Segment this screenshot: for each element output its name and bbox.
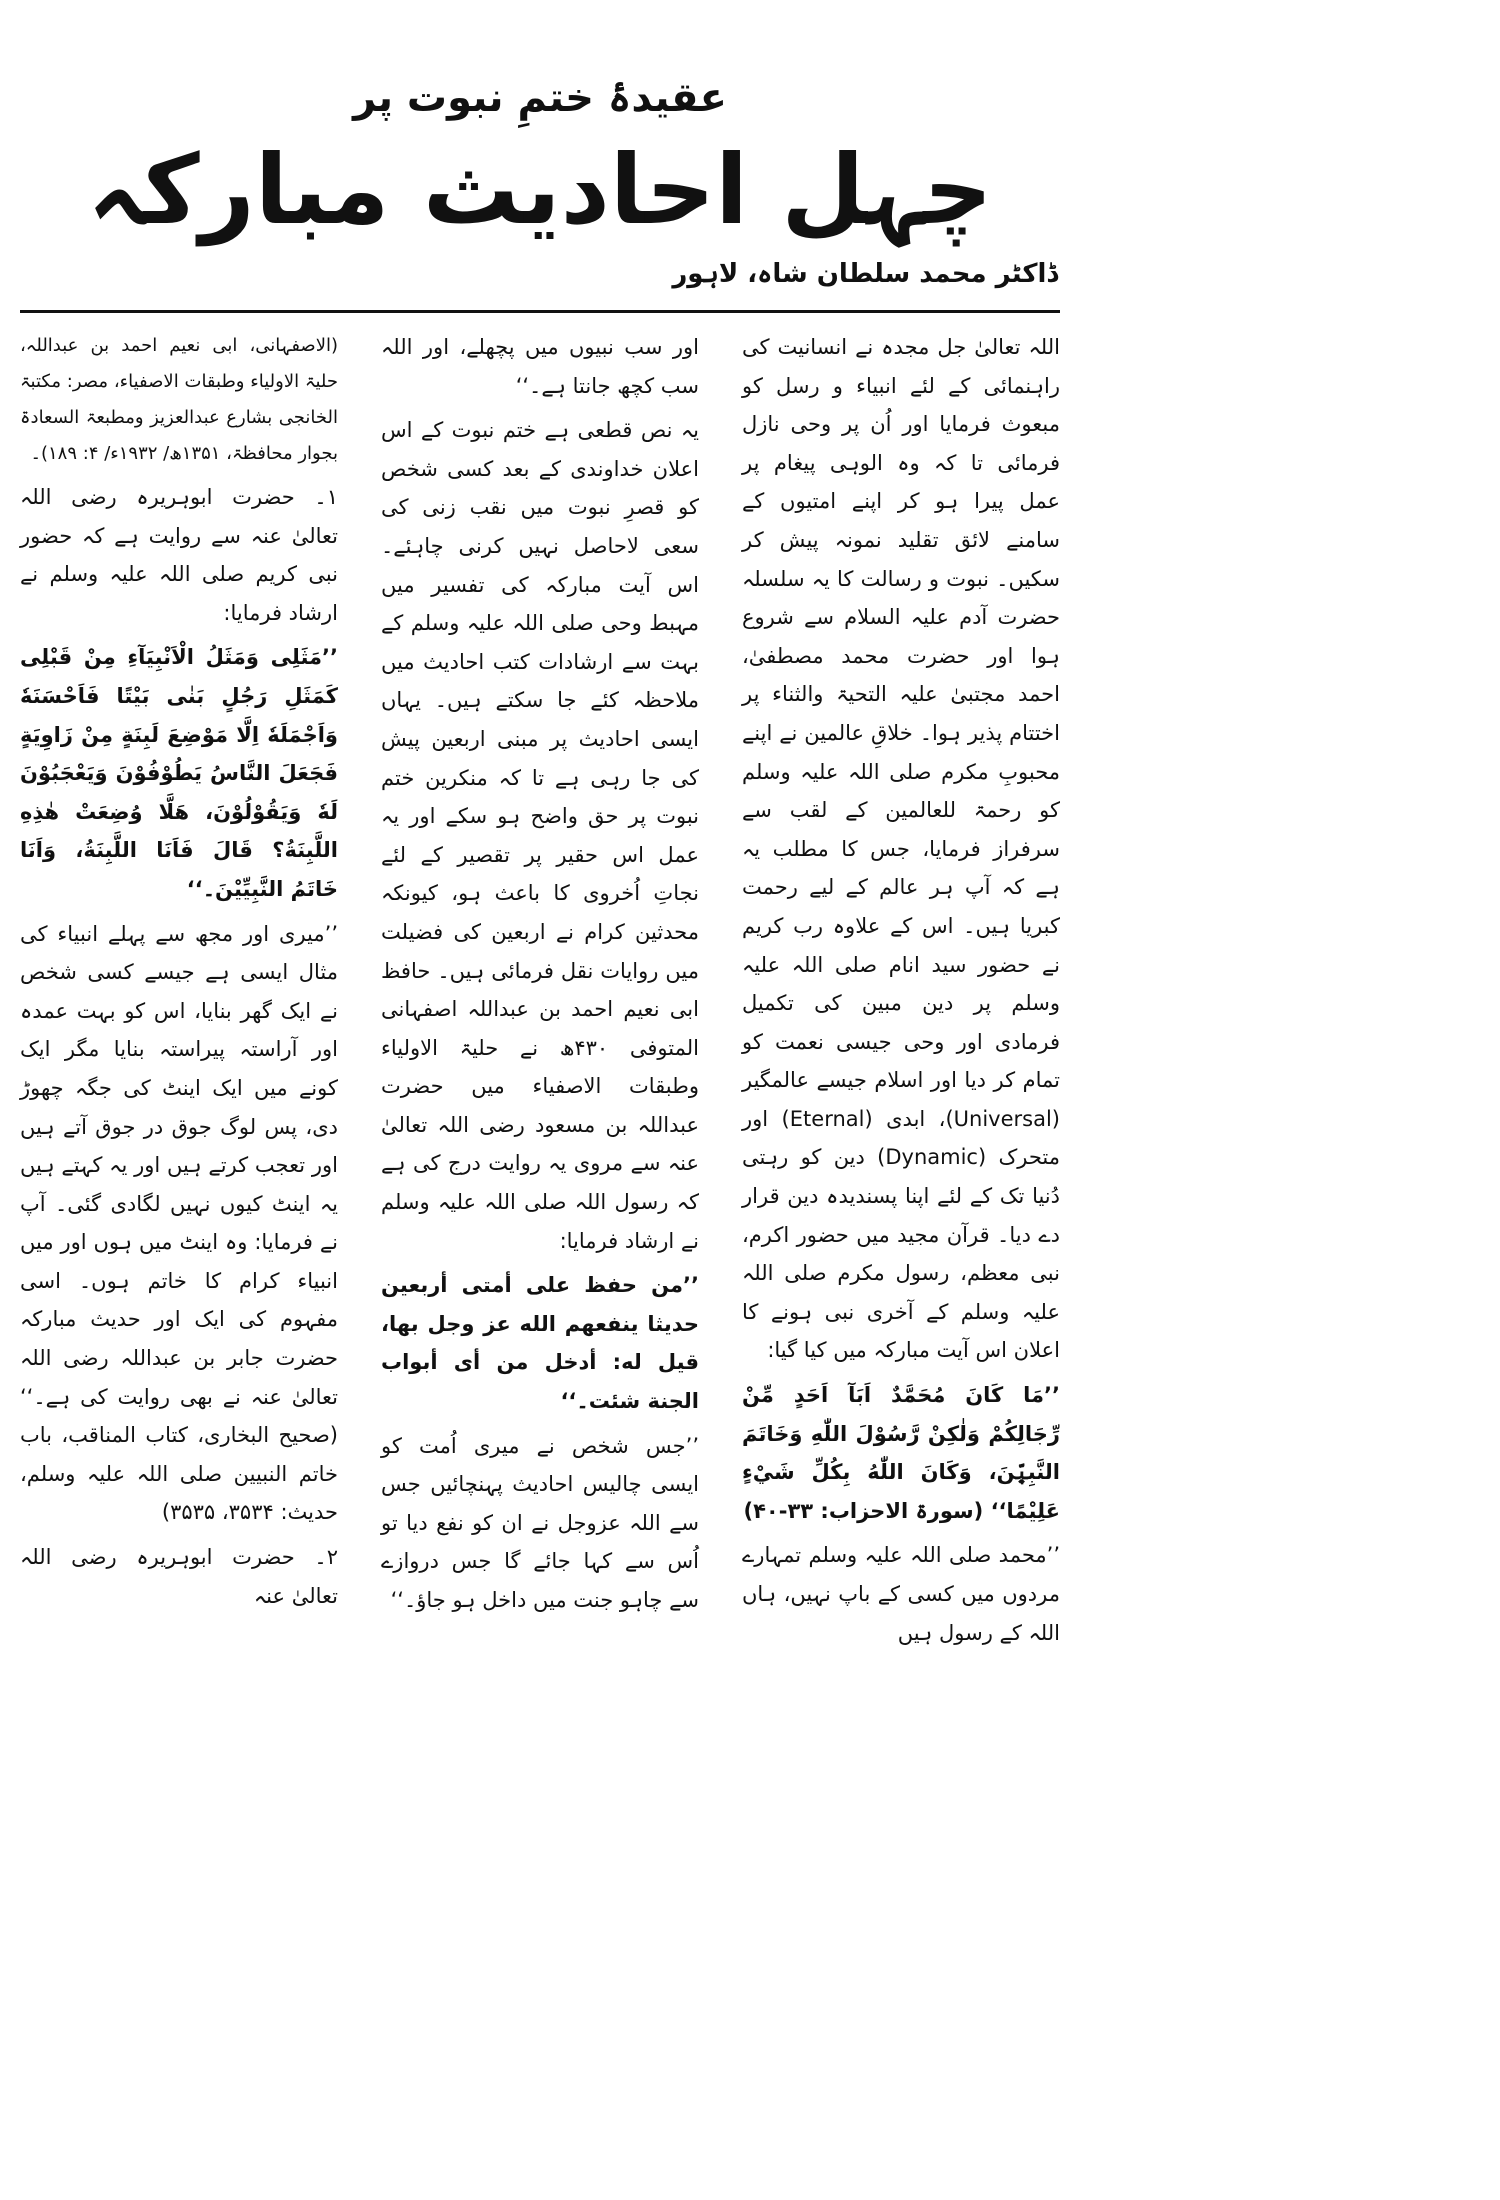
hadith-translation: ’’جس شخص نے میری اُمت کو ایسی چالیس احادیث پہنچائیں جس سے اللہ عزوجل نے ان کو نفع دیا تو اُس سے کہا جائے گا جس دروازے سے چاہو جنت میں داخل ہو جاؤ۔‘‘ (381, 1433, 699, 1612)
verse-translation: ’’محمد صلی اللہ علیہ وسلم تمہارے مردوں میں کسی کے باپ نہیں، ہاں اللہ کے رسول ہیں (742, 1543, 1060, 1645)
quran-verse: ’’مَا كَانَ مُحَمَّدٌ اَبَآ اَحَدٍ مِّنْ رِّجَالِكُمْ وَلٰكِنْ رَّسُوْلَ اللّٰهِ وَخَاتَمَ النَّبِيّٖنَ، وَكَانَ اللّٰهُ بِكُلِّ شَيْءٍ عَلِيْمًا‘‘ (سورۃ الاحزاب: ۳۳-۴۰) (742, 1383, 1060, 1523)
article-header (0, 0, 1080, 305)
article-title: چہل احادیث مبارکہ (87, 134, 993, 246)
article-columns (20, 328, 1060, 1645)
author-byline: ڈاکٹر محمد سلطان شاہ، لاہور (672, 259, 1058, 289)
column-right (742, 328, 1060, 1645)
translation-continued: اور سب نبیوں میں پچھلے، اور اللہ سب کچھ جانتا ہے۔‘‘ (381, 335, 699, 398)
paragraph-arbaeen: یہ نص قطعی ہے ختم نبوت کے اس اعلان خداوندی کے بعد کسی شخص کو قصرِ نبوت میں نقب زنی کی سعی لاحاصل نہیں کرنی چاہئے۔ اس آیت مبارکہ کی تفسیر میں مہبط وحی صلی اللہ علیہ وسلم کے بہت سے ارشادات کتب احادیث میں ملاحظہ کئے جا سکتے ہیں۔ یہاں ایسی احادیث پر مبنی اربعین پیش کی جا رہی ہے تا کہ منکرین ختم نبوت پر حق واضح ہو سکے اور یہ عمل اس حقیر پر تقصیر کے لئے نجاتِ اُخروی کا باعث ہو، کیونکہ محدثین کرام نے اربعین کی فضیلت میں روایات نقل فرمائی ہیں۔ حافظ ابی نعیم احمد بن عبداللہ اصفہانی المتوفی ۴۳۰ھ نے حلیۃ الاولیاء وطبقات الاصفیاء میں حضرت عبداللہ بن مسعود رضی اللہ تعالیٰ عنہ سے مروی یہ روایت درج کی ہے کہ رسول اللہ صلی اللہ علیہ وسلم نے ارشاد فرمایا: (381, 418, 699, 1253)
hadith-2-intro: ۲۔ حضرت ابوہریرہ رضی اللہ تعالیٰ عنہ (20, 1545, 338, 1608)
citation-reference: (الاصفہانی، ابی نعیم احمد بن عبداللہ، حلیۃ الاولیاء وطبقات الاصفیاء، مصر: مکتبۃ الخانجی بشارع عبدالعزیز ومطبعۃ السعادۃ بجوار محافظۃ، ۱۳۵۱ھ/ ۱۹۳۲ء/ ۴: ۱۸۹)۔ (20, 335, 338, 464)
hadith-1-intro: ۱۔ حضرت ابوہریرہ رضی اللہ تعالیٰ عنہ سے روایت ہے کہ حضور نبی کریم صلی اللہ علیہ وسلم نے ارشاد فرمایا: (20, 485, 338, 625)
hadith-1-translation: ’’میری اور مجھ سے پہلے انبیاء کی مثال ایسی ہے جیسے کسی شخص نے ایک گھر بنایا، اس کو بہت عمدہ اور آراستہ پیراستہ بنایا مگر ایک کونے میں ایک اینٹ کی جگہ چھوڑ دی، پس لوگ جوق در جوق آتے ہیں اور تعجب کرتے ہیں اور یہ کہتے ہیں یہ اینٹ کیوں نہیں لگادی گئی۔ آپ نے فرمایا: وہ اینٹ میں ہوں اور میں انبیاء کرام کا خاتم ہوں۔ اسی مفہوم کی ایک اور حدیث مبارکہ حضرت جابر بن عبداللہ رضی اللہ تعالیٰ عنہ نے بھی روایت کی ہے۔‘‘ (صحیح البخاری، کتاب المناقب، باب خاتم النبیین صلی اللہ علیہ وسلم، حدیث: ۳۵۳۴، ۳۵۳۵) (20, 921, 338, 1525)
hadith-1-arabic: ’’مَثَلِی وَمَثَلُ الْاَنْبِیَآءِ مِنْ قَبْلِی كَمَثَلِ رَجُلٍ بَنٰى بَيْتًا فَاَحْسَنَهٗ وَاَجْمَلَهٗ اِلَّا مَوْضِعَ لَبِنَةٍ مِنْ زَاوِیَةٍ فَجَعَلَ النَّاسُ یَطُوْفُوْنَ وَیَعْجَبُوْنَ لَهٗ وَیَقُوْلُوْنَ، هَلَّا وُضِعَتْ هٰذِهِ اللَّبِنَةُ؟ قَالَ فَاَنَا اللَّبِنَةُ، وَاَنَا خَاتَمُ النَّبِیِّیْنَ۔‘‘ (20, 645, 338, 901)
column-middle (381, 328, 699, 1612)
header-divider (20, 310, 1060, 313)
column-left (20, 328, 338, 1608)
article-kicker: عقیدۂ ختمِ نبوت پر (353, 75, 727, 121)
hadith-arabic: ’’من حفظ علی أمتی أربعین حدیثا ینفعهم الله عز وجل بها، قیل له: أدخل من أی أبواب الجنة شئت۔‘‘ (381, 1273, 699, 1414)
paragraph-intro: اللہ تعالیٰ جل مجدہ نے انسانیت کی راہنمائی کے لئے انبیاء و رسل کو مبعوث فرمایا اور اُن پر وحی نازل فرمائی تا کہ وہ الوہی پیغام پر عمل پیرا ہو کر اپنے امتیوں کے سامنے لائق تقلید نمونہ پیش کر سکیں۔ نبوت و رسالت کا یہ سلسلہ حضرت آدم علیہ السلام سے شروع ہوا اور حضرت محمد مصطفیٰ، احمد مجتبیٰ علیہ التحیۃ والثناء پر اختتام پذیر ہوا۔ خلاقِ عالمین نے اپنے محبوبِ مکرم صلی اللہ علیہ وسلم کو رحمۃ للعالمین کے لقب سے سرفراز فرمایا، جس کا مطلب یہ ہے کہ آپ ہر عالم کے لیے رحمت کبریا ہیں۔ اس کے علاوہ رب کریم نے حضور سید انام صلی اللہ علیہ وسلم پر دین مبین کی تکمیل فرمادی اور وحی جیسی نعمت کو تمام کر دیا اور اسلام جیسے عالمگیر (Universal)، ابدی (Eternal) اور متحرک (Dynamic) دین کو رہتی دُنیا تک کے لئے اپنا پسندیدہ دین قرار دے دیا۔ قرآن مجید میں حضور اکرم، نبی معظم، رسول مکرم صلی اللہ علیہ وسلم کے آخری نبی ہونے کا اعلان اس آیت مبارکہ میں کیا گیا: (742, 335, 1060, 1363)
